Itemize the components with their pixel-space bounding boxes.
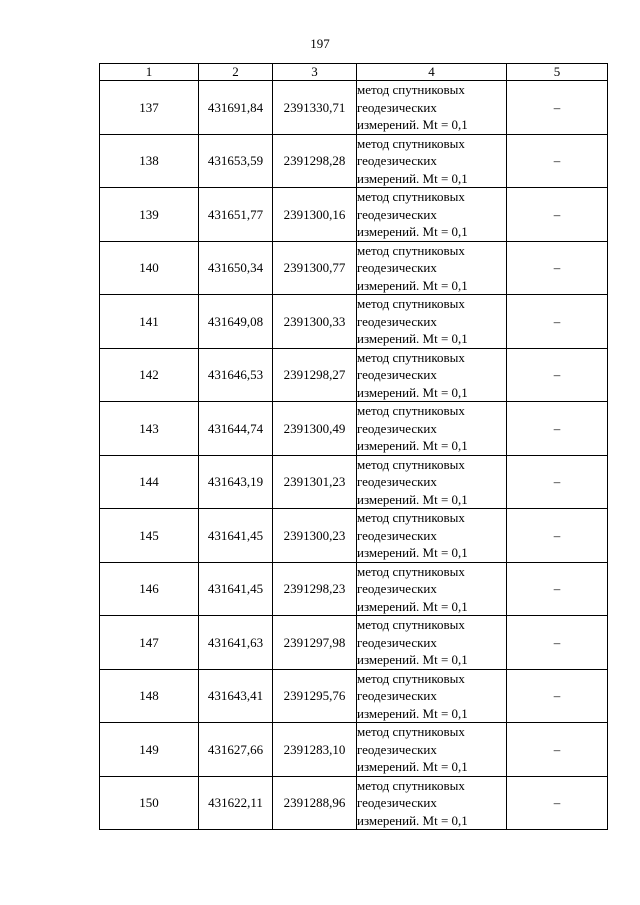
- point-number-cell: 146: [100, 562, 199, 616]
- y-coordinate-cell: 2391298,27: [273, 348, 357, 402]
- y-coordinate-cell: 2391298,28: [273, 134, 357, 188]
- x-coordinate-cell: 431641,63: [199, 616, 273, 670]
- point-number-cell: 149: [100, 723, 199, 777]
- method-cell: метод спутниковых геодезических измерений. Mt = 0,1: [357, 134, 507, 188]
- note-cell: –: [507, 348, 608, 402]
- x-coordinate-cell: 431651,77: [199, 188, 273, 242]
- page-number: 197: [310, 36, 330, 51]
- point-number-cell: 144: [100, 455, 199, 509]
- x-coordinate-cell: 431641,45: [199, 509, 273, 563]
- point-number-cell: 148: [100, 669, 199, 723]
- method-cell: метод спутниковых геодезических измерений. Mt = 0,1: [357, 402, 507, 456]
- coordinates-table: [99, 63, 608, 830]
- note-cell: –: [507, 616, 608, 670]
- note-cell: –: [507, 776, 608, 830]
- header-col-2: 2: [199, 64, 273, 81]
- method-cell: метод спутниковых геодезических измерений. Mt = 0,1: [357, 723, 507, 777]
- y-coordinate-cell: 2391295,76: [273, 669, 357, 723]
- point-number-cell: 143: [100, 402, 199, 456]
- y-coordinate-cell: 2391300,49: [273, 402, 357, 456]
- point-number-cell: 150: [100, 776, 199, 830]
- point-number-cell: 137: [100, 81, 199, 135]
- table-row: [100, 616, 608, 670]
- note-cell: –: [507, 562, 608, 616]
- method-cell: метод спутниковых геодезических измерений. Mt = 0,1: [357, 188, 507, 242]
- y-coordinate-cell: 2391301,23: [273, 455, 357, 509]
- x-coordinate-cell: 431649,08: [199, 295, 273, 349]
- note-cell: –: [507, 81, 608, 135]
- x-coordinate-cell: 431650,34: [199, 241, 273, 295]
- note-cell: –: [507, 295, 608, 349]
- y-coordinate-cell: 2391300,16: [273, 188, 357, 242]
- table-body: [100, 81, 608, 830]
- note-cell: –: [507, 669, 608, 723]
- header-col-3: 3: [273, 64, 357, 81]
- note-cell: –: [507, 723, 608, 777]
- y-coordinate-cell: 2391297,98: [273, 616, 357, 670]
- point-number-cell: 142: [100, 348, 199, 402]
- method-cell: метод спутниковых геодезических измерений. Mt = 0,1: [357, 616, 507, 670]
- table-row: [100, 188, 608, 242]
- table-row: [100, 295, 608, 349]
- point-number-cell: 140: [100, 241, 199, 295]
- y-coordinate-cell: 2391300,33: [273, 295, 357, 349]
- table-row: [100, 241, 608, 295]
- y-coordinate-cell: 2391283,10: [273, 723, 357, 777]
- point-number-cell: 141: [100, 295, 199, 349]
- header-col-1: 1: [100, 64, 199, 81]
- table-row: [100, 723, 608, 777]
- note-cell: –: [507, 455, 608, 509]
- table-row: [100, 81, 608, 135]
- point-number-cell: 139: [100, 188, 199, 242]
- method-cell: метод спутниковых геодезических измерений. Mt = 0,1: [357, 509, 507, 563]
- x-coordinate-cell: 431622,11: [199, 776, 273, 830]
- method-cell: метод спутниковых геодезических измерений. Mt = 0,1: [357, 562, 507, 616]
- x-coordinate-cell: 431691,84: [199, 81, 273, 135]
- table-row: [100, 402, 608, 456]
- x-coordinate-cell: 431646,53: [199, 348, 273, 402]
- x-coordinate-cell: 431641,45: [199, 562, 273, 616]
- note-cell: –: [507, 402, 608, 456]
- note-cell: –: [507, 509, 608, 563]
- table-row: [100, 455, 608, 509]
- y-coordinate-cell: 2391288,96: [273, 776, 357, 830]
- note-cell: –: [507, 241, 608, 295]
- method-cell: метод спутниковых геодезических измерений. Mt = 0,1: [357, 669, 507, 723]
- x-coordinate-cell: 431643,19: [199, 455, 273, 509]
- table-row: [100, 776, 608, 830]
- table-row: [100, 669, 608, 723]
- header-col-4: 4: [357, 64, 507, 81]
- method-cell: метод спутниковых геодезических измерений. Mt = 0,1: [357, 776, 507, 830]
- table-row: [100, 134, 608, 188]
- table-row: [100, 509, 608, 563]
- x-coordinate-cell: 431653,59: [199, 134, 273, 188]
- method-cell: метод спутниковых геодезических измерений. Mt = 0,1: [357, 295, 507, 349]
- table-row: [100, 562, 608, 616]
- header-col-5: 5: [507, 64, 608, 81]
- x-coordinate-cell: 431644,74: [199, 402, 273, 456]
- x-coordinate-cell: 431627,66: [199, 723, 273, 777]
- y-coordinate-cell: 2391300,23: [273, 509, 357, 563]
- y-coordinate-cell: 2391300,77: [273, 241, 357, 295]
- method-cell: метод спутниковых геодезических измерений. Mt = 0,1: [357, 455, 507, 509]
- x-coordinate-cell: 431643,41: [199, 669, 273, 723]
- point-number-cell: 145: [100, 509, 199, 563]
- note-cell: –: [507, 134, 608, 188]
- y-coordinate-cell: 2391298,23: [273, 562, 357, 616]
- method-cell: метод спутниковых геодезических измерений. Mt = 0,1: [357, 348, 507, 402]
- y-coordinate-cell: 2391330,71: [273, 81, 357, 135]
- table-row: [100, 348, 608, 402]
- method-cell: метод спутниковых геодезических измерений. Mt = 0,1: [357, 81, 507, 135]
- note-cell: –: [507, 188, 608, 242]
- point-number-cell: 147: [100, 616, 199, 670]
- table-header-row: [100, 64, 608, 81]
- method-cell: метод спутниковых геодезических измерений. Mt = 0,1: [357, 241, 507, 295]
- point-number-cell: 138: [100, 134, 199, 188]
